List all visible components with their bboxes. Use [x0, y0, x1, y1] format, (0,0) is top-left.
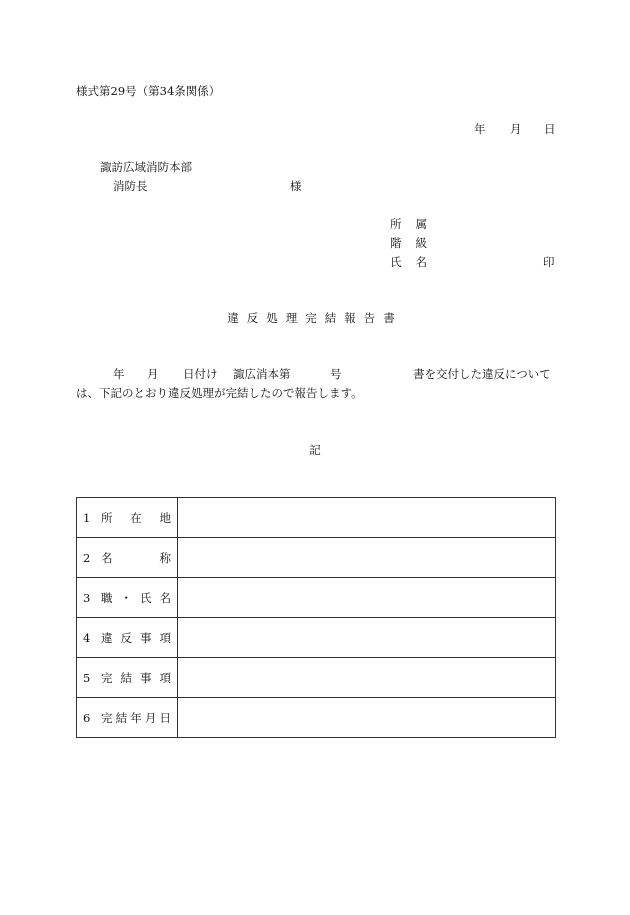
row-number: 6	[83, 710, 91, 725]
document-title: 違反処理完結報告書	[227, 311, 403, 325]
row-label-char: 項	[159, 670, 171, 685]
form-number: 様式第29号（第34条関係）	[76, 84, 221, 98]
row-label-char: 事	[140, 670, 152, 685]
row-number: 2	[83, 550, 91, 565]
note-mark: 記	[309, 443, 321, 457]
row-label	[101, 510, 171, 526]
row-label-char: 項	[159, 630, 171, 645]
row-label-char: 結	[120, 670, 132, 685]
sender-affiliation-char: 属	[415, 217, 427, 231]
row-label-cell	[77, 618, 178, 658]
table-row	[77, 538, 556, 578]
row-number: 3	[83, 590, 91, 605]
sender-rank-char: 級	[415, 236, 427, 250]
row-value-cell[interactable]	[178, 618, 556, 658]
table-row	[77, 698, 556, 738]
sender-affiliation-char: 所	[390, 217, 402, 231]
row-label-char: 事	[140, 630, 152, 645]
row-label	[101, 670, 171, 686]
date-day-label: 日	[544, 122, 556, 136]
row-label-char: 違	[101, 630, 113, 645]
row-value-cell[interactable]	[178, 538, 556, 578]
table-row	[77, 498, 556, 538]
sender-name-char: 氏	[390, 255, 402, 269]
row-label-char: ・	[120, 590, 132, 605]
row-label-cell	[77, 578, 178, 618]
row-label	[101, 710, 171, 726]
row-label	[101, 630, 171, 646]
sender-affiliation-label	[390, 219, 427, 231]
body-line-2: は、下記のとおり違反処理が完結したので報告します。	[76, 386, 363, 400]
sender-rank-char: 階	[390, 236, 402, 250]
row-number: 4	[83, 630, 91, 645]
row-label-char: 反	[120, 630, 132, 645]
row-label-cell	[77, 538, 178, 578]
body-day-attached: 日付け	[183, 367, 218, 381]
row-value-cell[interactable]	[178, 498, 556, 538]
body-year: 年	[113, 367, 125, 381]
row-label-cell	[77, 498, 178, 538]
row-number: 5	[83, 670, 91, 685]
table-row	[77, 578, 556, 618]
table-row	[77, 618, 556, 658]
seal-mark: 印	[543, 255, 555, 269]
sender-name-label	[390, 257, 427, 269]
sender-rank-label	[390, 238, 427, 250]
row-value-cell[interactable]	[178, 658, 556, 698]
row-label-char: 完	[101, 670, 113, 685]
row-label-char: 所	[101, 510, 113, 525]
row-label-char: 在	[130, 510, 142, 525]
row-label-char: 完	[101, 710, 113, 725]
table-row	[77, 658, 556, 698]
recipient-honorific: 様	[290, 179, 302, 193]
body-month: 月	[147, 367, 159, 381]
row-value-cell[interactable]	[178, 578, 556, 618]
row-label	[101, 550, 171, 566]
row-label-char: 日	[159, 710, 171, 725]
body-reference: 諏広消本第	[233, 367, 291, 381]
sender-name-char: 名	[415, 255, 427, 269]
row-value-cell[interactable]	[178, 698, 556, 738]
row-label-char: 月	[144, 710, 157, 725]
row-label-cell	[77, 658, 178, 698]
row-label-char: 氏	[140, 590, 152, 605]
row-label-char: 称	[159, 550, 171, 565]
row-label-char: 名	[101, 550, 113, 565]
row-label-char: 結	[115, 710, 128, 725]
row-label	[101, 590, 171, 606]
body-line-1-rest: 書を交付した違反について	[413, 367, 551, 381]
row-label-cell	[77, 698, 178, 738]
detail-table	[76, 497, 556, 738]
row-label-char: 地	[159, 510, 171, 525]
row-number: 1	[83, 510, 91, 525]
body-number: 号	[330, 367, 342, 381]
row-label-char: 名	[159, 590, 171, 605]
date-year-label: 年	[474, 122, 486, 136]
row-label-char: 年	[130, 710, 142, 725]
row-label-char: 職	[101, 590, 113, 605]
date-month-label: 月	[510, 122, 522, 136]
recipient-title: 消防長	[113, 179, 148, 193]
recipient-organization: 諏訪広域消防本部	[100, 160, 192, 174]
